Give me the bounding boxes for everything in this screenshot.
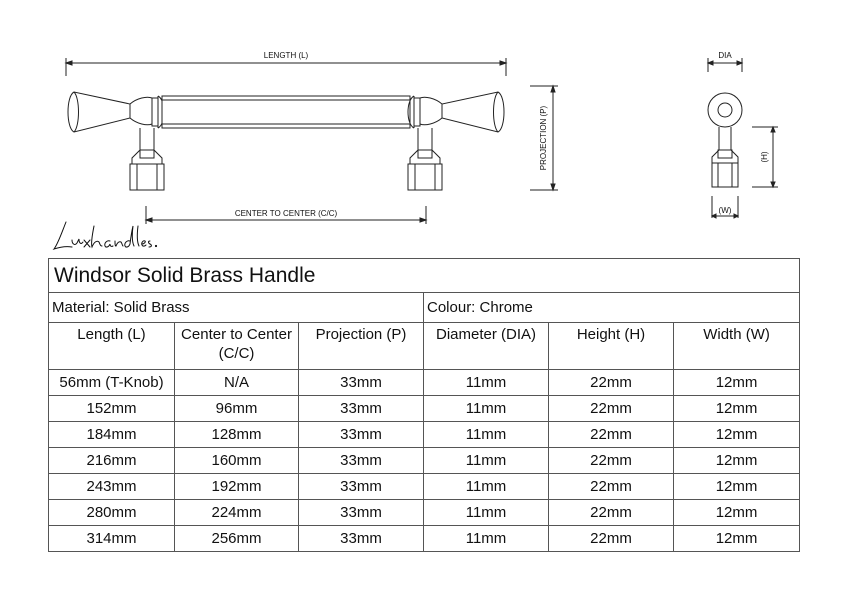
table-row: [49, 500, 800, 526]
center-label: CENTER TO CENTER (C/C): [234, 209, 338, 218]
header-length: Length (L): [49, 323, 175, 370]
cell-projection: 33mm: [299, 474, 424, 500]
technical-drawing: [0, 0, 842, 258]
cell-length: 152mm: [49, 396, 175, 422]
cell-center: 128mm: [175, 422, 299, 448]
cell-projection: 33mm: [299, 500, 424, 526]
cell-center: 96mm: [175, 396, 299, 422]
cell-height: 22mm: [549, 526, 674, 552]
table-row: [49, 448, 800, 474]
header-width: Width (W): [674, 323, 800, 370]
cell-projection: 33mm: [299, 526, 424, 552]
projection-label: PROJECTION (P): [539, 105, 548, 171]
cell-diameter: 11mm: [424, 500, 549, 526]
dia-label: DIA: [718, 51, 732, 60]
cell-center: N/A: [175, 370, 299, 396]
cell-width: 12mm: [674, 370, 800, 396]
cell-height: 22mm: [549, 370, 674, 396]
cell-projection: 33mm: [299, 370, 424, 396]
length-dimension: [66, 58, 506, 76]
cell-projection: 33mm: [299, 396, 424, 422]
colour-cell: Colour: Chrome: [424, 293, 800, 323]
cell-width: 12mm: [674, 500, 800, 526]
cell-center: 192mm: [175, 474, 299, 500]
cell-length: 280mm: [49, 500, 175, 526]
cell-diameter: 11mm: [424, 370, 549, 396]
table-title: Windsor Solid Brass Handle: [49, 259, 800, 293]
cell-width: 12mm: [674, 474, 800, 500]
handle-side-view: [708, 58, 778, 218]
spec-table: [48, 258, 800, 552]
cell-width: 12mm: [674, 422, 800, 448]
material-cell: Material: Solid Brass: [49, 293, 424, 323]
cell-width: 12mm: [674, 396, 800, 422]
cell-diameter: 11mm: [424, 474, 549, 500]
table-row: [49, 526, 800, 552]
table-row: [49, 396, 800, 422]
height-label: (H): [760, 151, 769, 163]
header-diameter: Diameter (DIA): [424, 323, 549, 370]
table-row: [49, 474, 800, 500]
cell-center: 224mm: [175, 500, 299, 526]
cell-length: 184mm: [49, 422, 175, 448]
table-row: [49, 370, 800, 396]
luxhandles-signature-logo: [54, 222, 157, 249]
cell-height: 22mm: [549, 500, 674, 526]
cell-length: 243mm: [49, 474, 175, 500]
cell-height: 22mm: [549, 422, 674, 448]
cell-center: 160mm: [175, 448, 299, 474]
cell-width: 12mm: [674, 448, 800, 474]
cell-length: 314mm: [49, 526, 175, 552]
cell-height: 22mm: [549, 474, 674, 500]
cell-center: 256mm: [175, 526, 299, 552]
cell-diameter: 11mm: [424, 448, 549, 474]
cell-projection: 33mm: [299, 422, 424, 448]
header-height: Height (H): [549, 323, 674, 370]
cell-length: 216mm: [49, 448, 175, 474]
cell-diameter: 11mm: [424, 526, 549, 552]
cell-projection: 33mm: [299, 448, 424, 474]
handle-front-view: [68, 92, 504, 190]
table-row: [49, 422, 800, 448]
header-center: Center to Center (C/C): [175, 323, 299, 370]
cell-width: 12mm: [674, 526, 800, 552]
cell-length: 56mm (T-Knob): [49, 370, 175, 396]
cell-diameter: 11mm: [424, 422, 549, 448]
header-projection: Projection (P): [299, 323, 424, 370]
cell-height: 22mm: [549, 396, 674, 422]
cell-diameter: 11mm: [424, 396, 549, 422]
header-row: [49, 323, 800, 370]
width-label: (W): [718, 206, 732, 215]
length-label: LENGTH (L): [263, 51, 309, 60]
cell-height: 22mm: [549, 448, 674, 474]
